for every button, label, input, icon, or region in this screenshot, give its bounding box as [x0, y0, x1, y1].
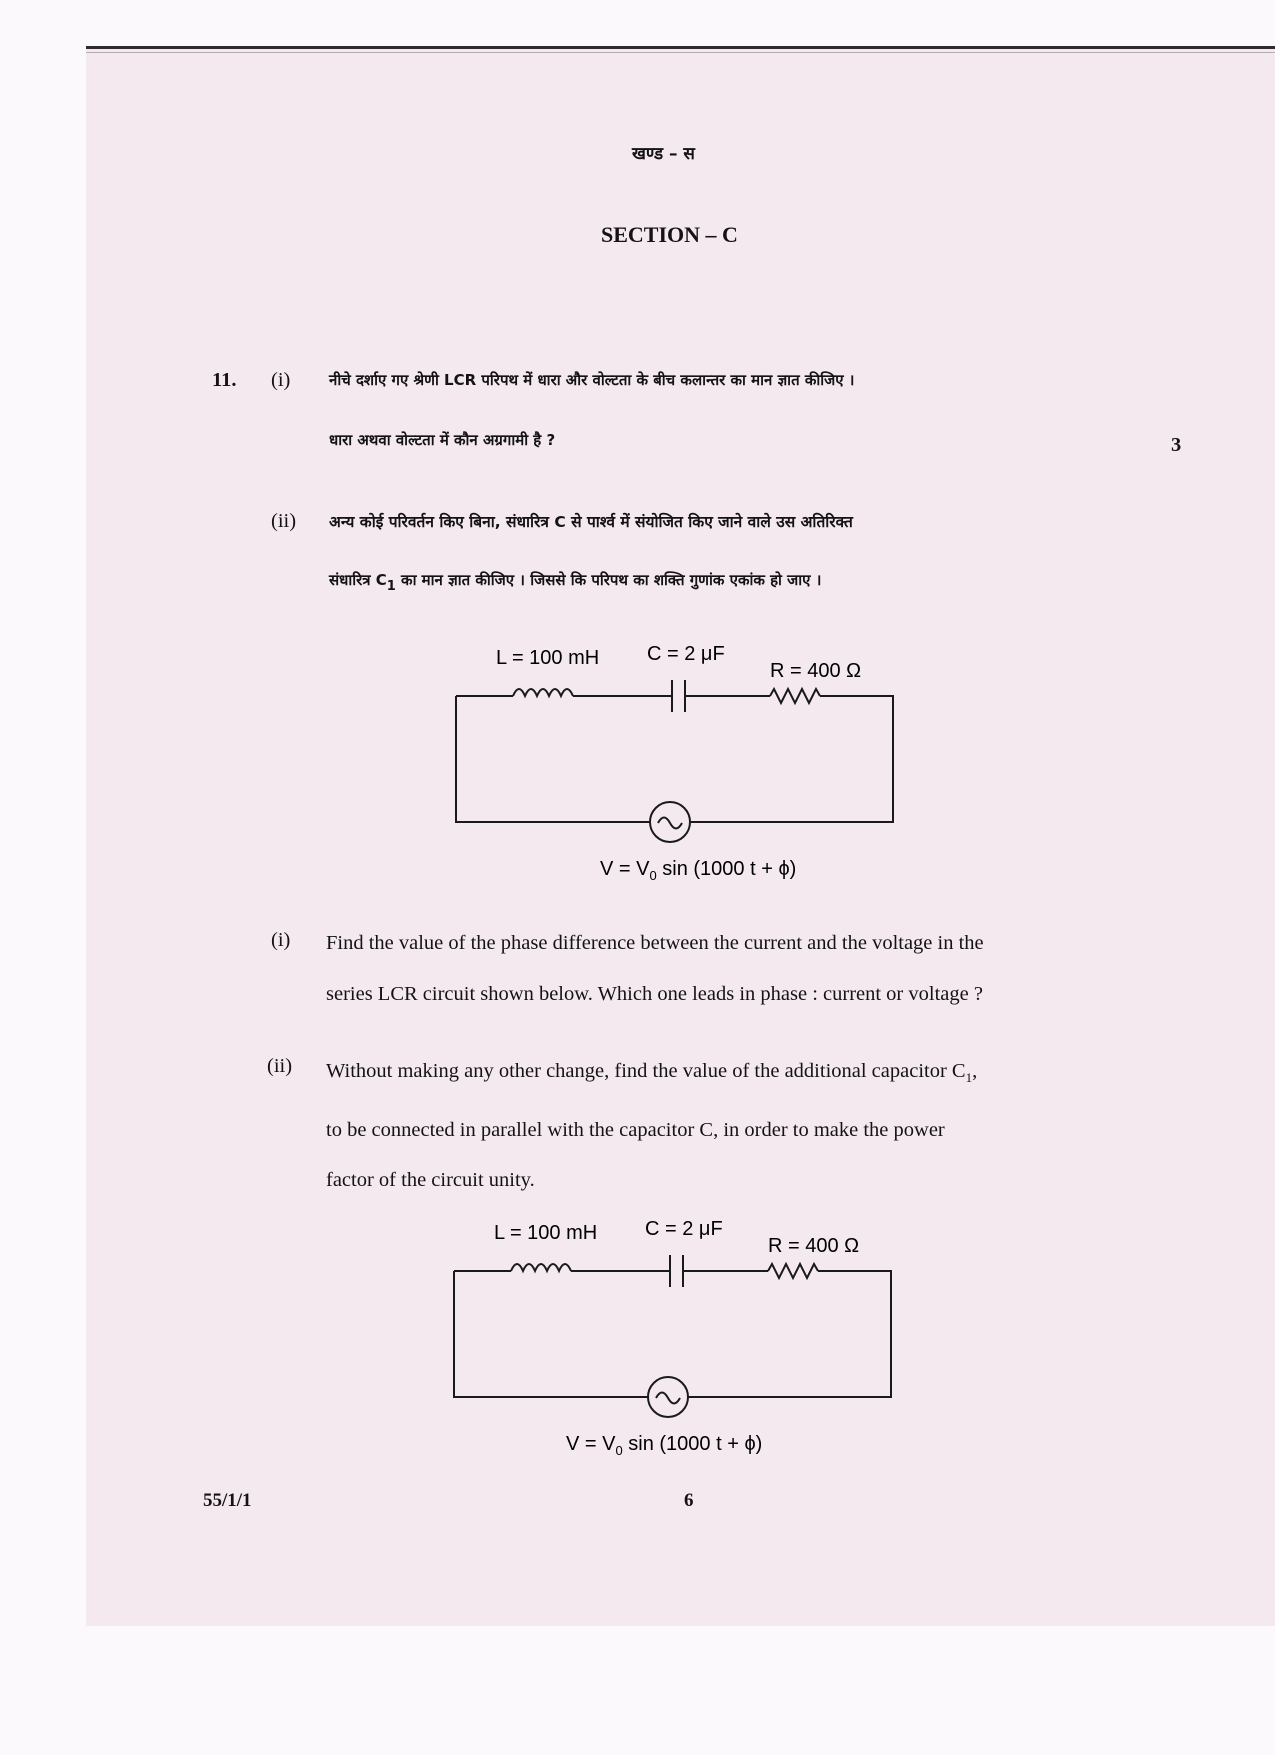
section-heading: SECTION – C — [601, 222, 738, 247]
lcr-circuit-diagram-2 — [438, 1205, 918, 1460]
english-part-ii-label: (ii) — [267, 1055, 293, 1077]
section-heading-hindi: खण्ड – स — [632, 144, 695, 164]
lcr-circuit-diagram-1 — [440, 630, 920, 885]
english-part-i-line2: series LCR circuit shown below. Which one leads in phase : current or voltage ? — [326, 983, 983, 1005]
question-marks: 3 — [1171, 434, 1182, 456]
hindi-part-ii-label: (ii) — [271, 510, 297, 532]
hindi-part-i-label: (i) — [271, 369, 291, 391]
english-part-ii-line3: factor of the circuit unity. — [326, 1169, 535, 1191]
resistor-zigzag-icon — [768, 1264, 818, 1278]
english-part-i-line1: Find the value of the phase difference between the current and the voltage in the — [326, 932, 984, 954]
source-label: $V = V_0$ sin (1000 t + ϕ) — [566, 1433, 763, 1458]
hindi-part-i-line1: नीचे दर्शाए गए श्रेणी LCR परिपथ में धारा और वोल्टता के बीच कलान्तर का मान ज्ञात कीजिए । — [329, 371, 855, 389]
hindi-part-ii-line1: अन्य कोई परिवर्तन किए बिना, संधारित्र C से पार्श्व में संयोजित किए जाने वाले उस अतिरिक्त — [329, 513, 853, 531]
english-part-i-label: (i) — [271, 929, 291, 951]
capacitor-label: C = 2 μF — [647, 643, 725, 665]
top-rule — [86, 46, 1275, 49]
question-number: 11. — [212, 369, 237, 391]
english-part-ii-line1: Without making any other change, find the value of the additional capacitor $C_1$, — [326, 1060, 978, 1085]
top-rule-thin — [86, 52, 1275, 53]
capacitor-plates-icon — [672, 680, 685, 712]
source-label: $V = V_0$ sin (1000 t + ϕ) — [600, 858, 797, 883]
paper-code: 55/1/1 — [203, 1490, 252, 1511]
capacitor-plates-icon — [670, 1255, 683, 1287]
resistor-label: R = 400 Ω — [768, 1235, 860, 1257]
inductor-label: L = 100 mH — [494, 1222, 598, 1244]
inductor-coil-icon — [511, 1264, 571, 1271]
capacitor-label: C = 2 μF — [645, 1218, 723, 1240]
page-number: 6 — [684, 1490, 694, 1511]
hindi-part-ii-line2: संधारित्र C1 का मान ज्ञात कीजिए । जिससे कि परिपथ का शक्ति गुणांक एकांक हो जाए । — [329, 571, 822, 594]
resistor-zigzag-icon — [770, 689, 820, 703]
resistor-label: R = 400 Ω — [770, 660, 862, 682]
inductor-coil-icon — [513, 689, 573, 696]
english-part-ii-line2: to be connected in parallel with the capacitor C, in order to make the power — [326, 1119, 945, 1141]
inductor-label: L = 100 mH — [496, 647, 600, 669]
hindi-part-i-line2: धारा अथवा वोल्टता में कौन अग्रगामी है ? — [329, 431, 556, 449]
